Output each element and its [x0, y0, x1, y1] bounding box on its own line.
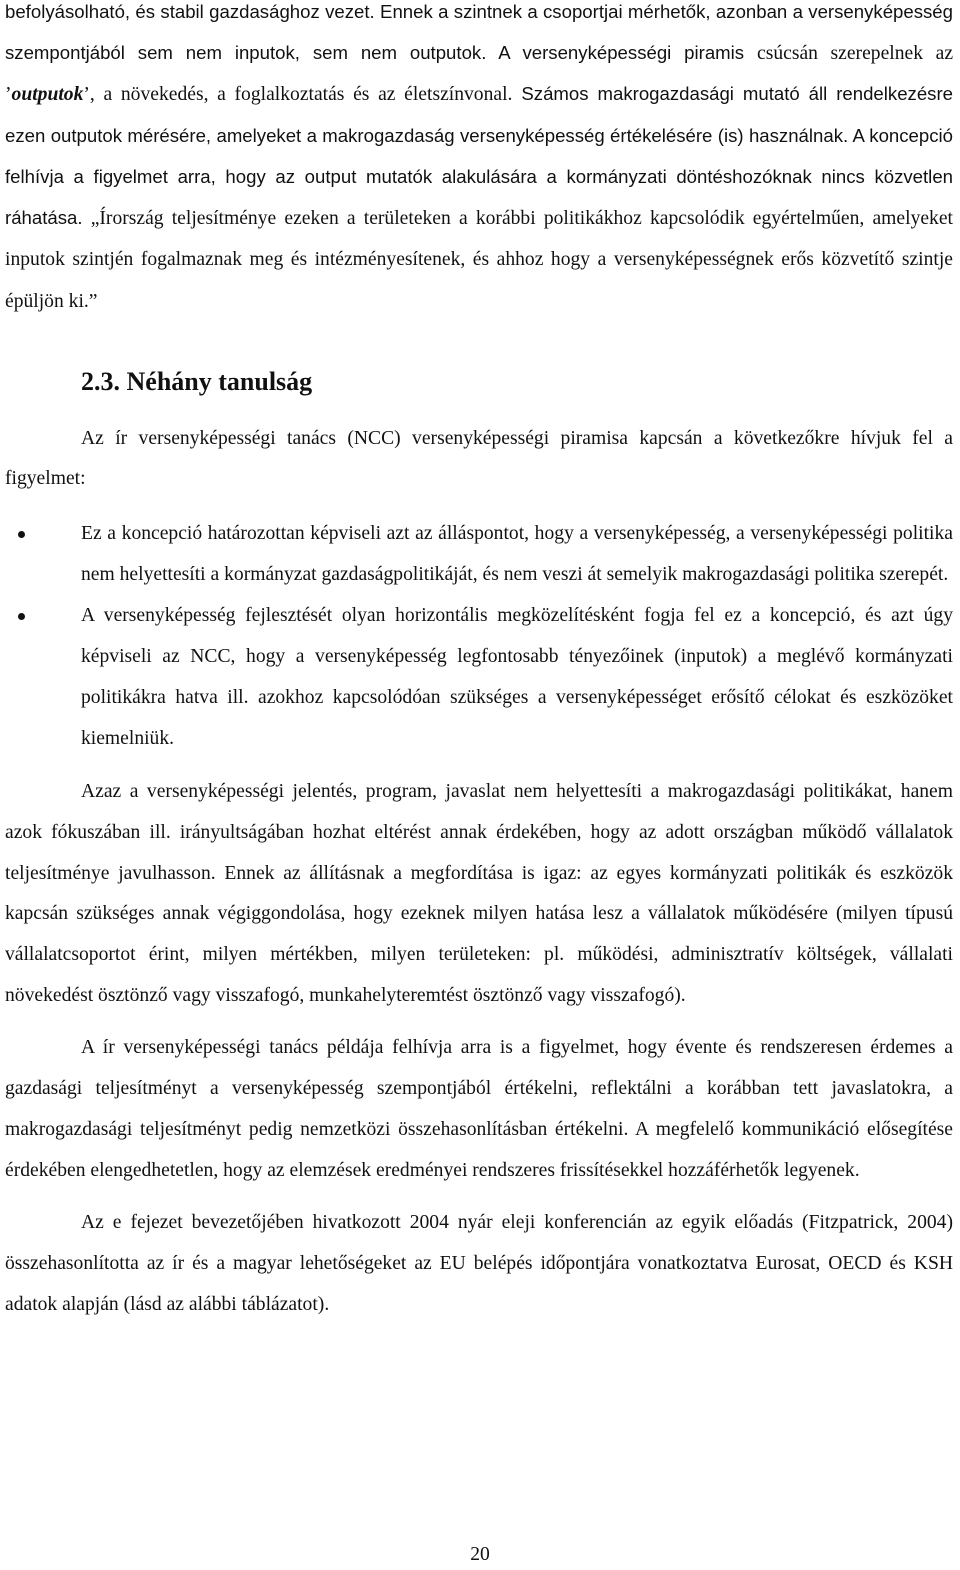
bullet-list: [5, 514, 953, 759]
intro-paragraph: Az ír versenyképességi tanács (NCC) versenyképességi piramisa kapcsán a következőkre hívjuk fel a figyelmet:: [5, 427, 953, 490]
document-page: [5, 0, 953, 1325]
body-paragraph: A ír versenyképességi tanács példája felhívja arra is a figyelmet, hogy évente és rendszeresen érdemes a gazdasági teljesítményt a versenyképesség szempontjából értékelni, reflektálni a korábban tett javaslatokra, a makrogazdasági teljesítményt pedig nemzetközi összehasonlításban értékelni. A megfelelő kommunikáció elősegítése érdekében elengedhetetlen, hogy az elemzések eredményei rendszeres frissítésekkel hozzáférhetők legyenek.: [5, 1037, 953, 1181]
paragraph-text-part3: ’, a növekedés, a foglalkoztatás és az életszínvonal.: [83, 84, 513, 106]
emphasis-outputok: outputok: [11, 84, 84, 106]
paragraph-text-part4: Számos makrogazdasági mutató áll rendelkezésre ezen outputok mérésére, amelyeket a makrogazdaság versenyképesség értékelésére (is) használnak. A koncepció felhívja a figyelmet arra, hogy az output mutatók alakulására a kormányzati döntéshozóknak nincs közvetlen ráhatása.: [5, 83, 954, 228]
paragraph-text-part2: csúcsán szerepelnek az ’: [5, 42, 954, 106]
list-item-text: A versenyképesség fejlesztését olyan horizontális megközelítésként fogja fel ez a koncepció, és azt úgy képviseli az NCC, hogy a versenyképesség legfontosabb tényezőinek (inputok) a meglévő kormányzati politikákra hatva ill. azokhoz kapcsolódóan szükséges a versenyképességet erősítő célokat és eszközöket kiemelniük.: [81, 605, 953, 749]
bullet-icon: [18, 613, 25, 620]
section-heading: 2.3. Néhány tanulság: [81, 366, 313, 396]
page-number: 20: [470, 1544, 490, 1565]
list-item: [5, 596, 953, 759]
paragraph-continued: [5, 0, 953, 323]
body-paragraph: Azaz a versenyképességi jelentés, program, javaslat nem helyettesíti a makrogazdasági politikákat, hanem azok fókuszában ill. irányultságában hozhat eltérést annak érdekében, hogy az adott országban működő vállalatok teljesítménye javulhasson. Ennek az állításnak a megfordítása is igaz: az egyes kormányzati politikák és eszközök kapcsán szükséges annak végiggondolása, hogy ezeknek milyen hatása lesz a vállalatok működésére (milyen típusú vállalatcsoportot érint, milyen mértékben, milyen területeken: pl. működési, adminisztratív költségek, vállalati növekedést ösztönző vagy visszafogó, munkahelyteremtést ösztönző vagy visszafogó).: [5, 781, 953, 1006]
list-item: [5, 514, 953, 595]
body-paragraph: Az e fejezet bevezetőjében hivatkozott 2004 nyár eleji konferencián az egyik előadás (Fitzpatrick, 2004) összehasonlította az ír és a magyar lehetőségeket az EU belépés időpontjára vonatkoztatva Eurosat, OECD és KSH adatok alapján (lásd az alábbi táblázatot).: [5, 1212, 953, 1315]
paragraph-text-part5: „Írország teljesítménye ezeken a területeken a korábbi politikákhoz kapcsolódik egyértelműen, amelyeket inputok szintjén fogalmaznak meg és intézményesítenek, és ahhoz hogy a versenyképességnek erős közvetítő szintje épüljön ki.”: [5, 207, 953, 312]
paragraph-text-part1: befolyásolható, és stabil gazdasághoz vezet. Ennek a szintnek a csoportjai mérhetők, azonban a versenyképesség szempontjából sem nem inputok, sem nem outputok. A versenyképességi piramis: [5, 1, 953, 63]
bullet-icon: [18, 531, 25, 538]
list-item-text: Ez a koncepció határozottan képviseli azt az álláspontot, hogy a versenyképesség, a versenyképességi politika nem helyettesíti a kormányzat gazdaságpolitikáját, és nem veszi át semelyik makrogazdasági politika szerepét.: [81, 523, 953, 585]
